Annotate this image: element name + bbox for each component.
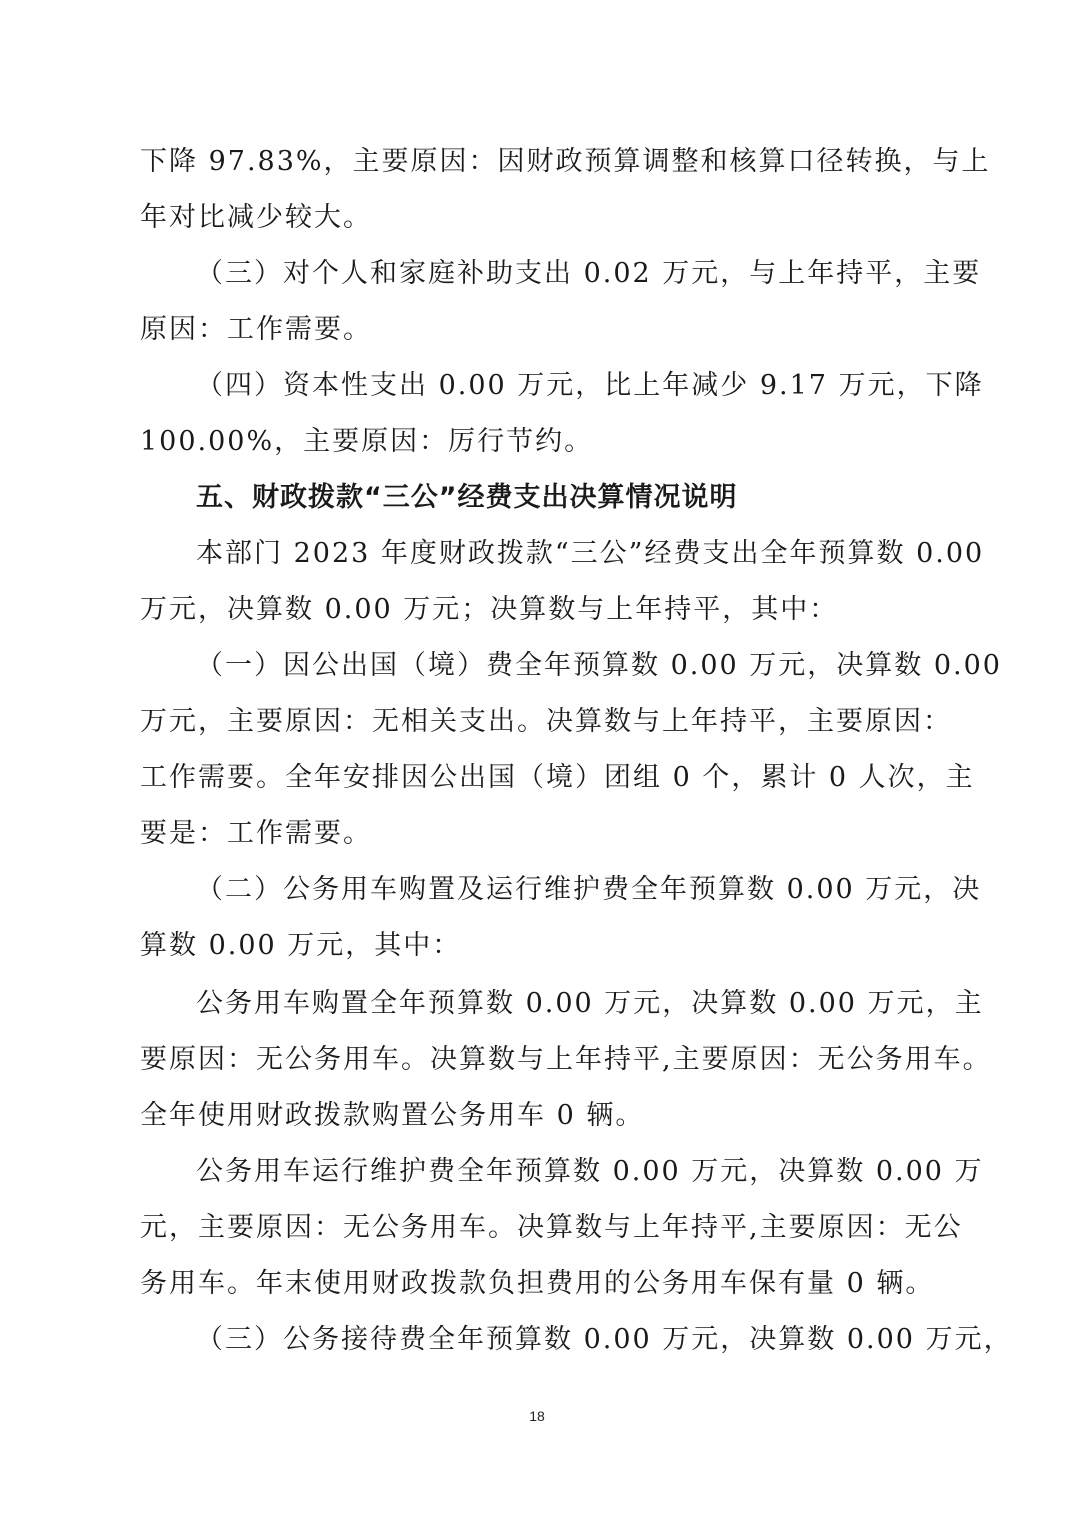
paragraph-line: 公务用车运行维护费全年预算数 0.00 万元，决算数 0.00 万: [196, 1156, 984, 1187]
paragraph-line: 全年使用财政拨款购置公务用车 0 辆。: [140, 1100, 645, 1131]
paragraph-line: 万元，决算数 0.00 万元；决算数与上年持平，其中：: [140, 594, 839, 625]
paragraph-line: （三）对个人和家庭补助支出 0.02 万元，与上年持平，主要: [196, 258, 982, 289]
section-heading: 五、财政拨款“三公”经费支出决算情况说明: [196, 482, 738, 513]
paragraph-line: 下降 97.83%，主要原因：因财政预算调整和核算口径转换，与上: [140, 146, 991, 177]
paragraph-line: 公务用车购置全年预算数 0.00 万元，决算数 0.00 万元，主: [196, 988, 984, 1019]
paragraph-line: 算数 0.00 万元，其中：: [140, 930, 462, 961]
paragraph-line: 100.00%，主要原因：厉行节约。: [140, 426, 594, 457]
paragraph-line: （四）资本性支出 0.00 万元，比上年减少 9.17 万元，下降: [196, 370, 984, 401]
paragraph-line: 年对比减少较大。: [140, 202, 372, 233]
paragraph-line: （二）公务用车购置及运行维护费全年预算数 0.00 万元，决: [196, 874, 982, 905]
paragraph-line: 万元，主要原因：无相关支出。决算数与上年持平，主要原因：: [140, 706, 952, 737]
paragraph-line: 务用车。年末使用财政拨款负担费用的公务用车保有量 0 辆。: [140, 1268, 935, 1299]
paragraph-line: 要是：工作需要。: [140, 818, 372, 849]
paragraph-line: （一）因公出国（境）费全年预算数 0.00 万元，决算数 0.00: [196, 650, 1002, 681]
page-number: 18: [529, 1408, 545, 1424]
paragraph-line: 本部门 2023 年度财政拨款“三公”经费支出全年预算数 0.00: [196, 538, 985, 569]
paragraph-line: 工作需要。全年安排因公出国（境）团组 0 个，累计 0 人次，主: [140, 762, 975, 793]
paragraph-line: （三）公务接待费全年预算数 0.00 万元，决算数 0.00 万元，: [196, 1324, 1013, 1355]
paragraph-line: 元，主要原因：无公务用车。决算数与上年持平,主要原因：无公: [140, 1212, 963, 1243]
paragraph-line: 原因：工作需要。: [140, 314, 372, 345]
paragraph-line: 要原因：无公务用车。决算数与上年持平,主要原因：无公务用车。: [140, 1044, 992, 1075]
